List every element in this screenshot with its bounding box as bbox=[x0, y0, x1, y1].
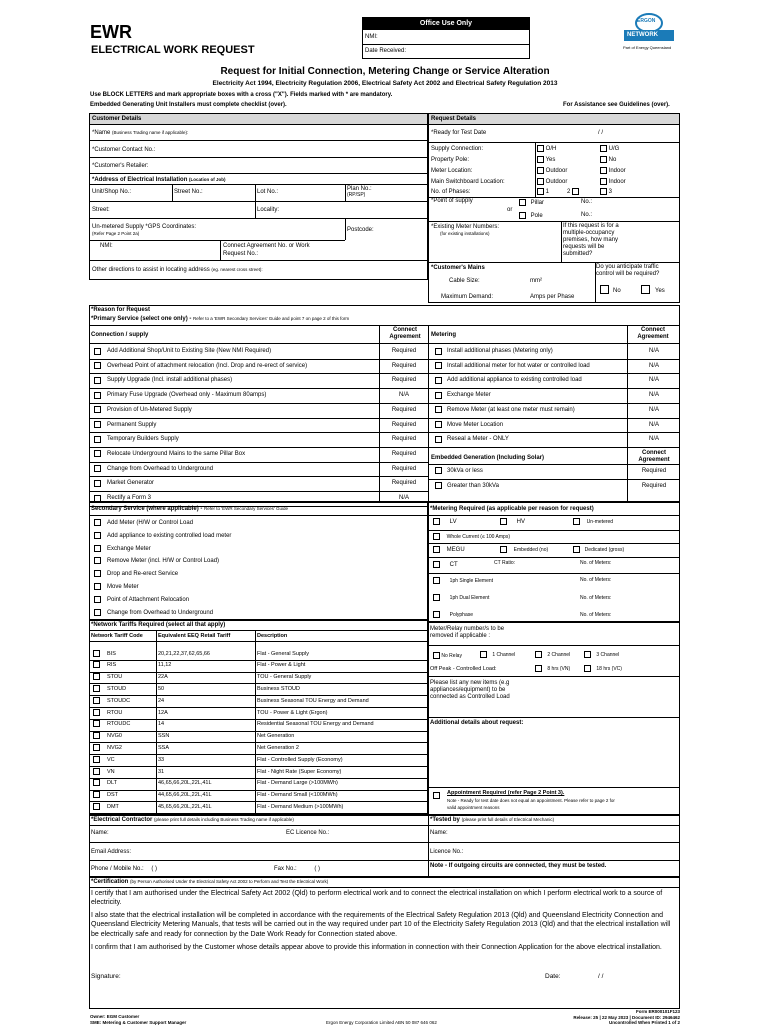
acts-line: Electricity Act 1994, Electricity Regulation 2006, Electrical Safety Act 2002 and Electrical Safety Regulation 2013 bbox=[212, 80, 558, 87]
tariff-description: TOU - General Supply bbox=[257, 674, 312, 681]
address-label: *Address of Electrical Installation (Location of Job) bbox=[92, 177, 226, 183]
primary-option-checkbox[interactable] bbox=[94, 465, 101, 472]
tester-name-field[interactable]: Name: bbox=[430, 830, 448, 836]
metering-option-label: Remove Meter (at least one meter must remain) bbox=[447, 406, 575, 413]
form-title: ELECTRICAL WORK REQUEST bbox=[91, 44, 255, 56]
primary-service-heading: *Primary Service (select one only) - Refer to a 'EWR Secondary Services' Guide and point 7 on page 2 of this form bbox=[91, 316, 350, 322]
dedicated-checkbox[interactable]: Dedicated (gross) bbox=[573, 546, 624, 554]
primary-option-checkbox[interactable] bbox=[94, 362, 101, 369]
tariff-eeq: 50 bbox=[158, 685, 165, 692]
secondary-option-checkbox[interactable] bbox=[94, 609, 101, 616]
channel-2-checkbox[interactable]: 2 Channel bbox=[535, 651, 570, 659]
retailer-field[interactable]: *Customer's Retailer: bbox=[92, 163, 149, 169]
tariff-eeq: 45,65,66,20L,22L,41L bbox=[158, 803, 212, 810]
metering-option-checkbox[interactable] bbox=[435, 436, 442, 443]
tariff-description: Business Seasonal TOU Energy and Demand bbox=[257, 697, 369, 704]
phone-field[interactable]: Phone / Mobile No.: ( ) bbox=[91, 866, 158, 872]
primary-option-label: Supply Upgrade (Incl. install additional phases) bbox=[107, 377, 233, 384]
tariff-eeq: 12A bbox=[158, 709, 168, 716]
signature-field[interactable]: Signature: bbox=[91, 973, 121, 980]
primary-option-label: Market Generator bbox=[107, 480, 155, 487]
tariff-code: BIS bbox=[107, 650, 116, 657]
tariff-eeq: 44,65,66,20L,22L,41L bbox=[158, 792, 212, 799]
secondary-option-checkbox[interactable] bbox=[94, 557, 101, 564]
primary-option-requirement: N/A bbox=[398, 392, 409, 399]
secondary-option-label: Drop and Re-erect Service bbox=[107, 571, 179, 578]
channel-3-checkbox[interactable]: 3 Channel bbox=[584, 651, 619, 659]
cert-paragraph-2: I also state that the electrical installation will be completed in accordance with the requirements of the Electrical Safety Regulation 2013 (Qld) and Queensland Electricity Connection and Queensland Electricity Metering Manuals, that tests will be carried out in the way required under part 10 of the Electricity Safety Regulation 2013 (Qld) and that the electrical installation will be electrically safe and ready for connection by the Date Work Ready for Connection stated above. bbox=[91, 912, 671, 938]
ready-test-date-field[interactable]: *Ready for Test Date bbox=[431, 130, 487, 136]
dual-element-checkbox[interactable]: 1ph Dual Element bbox=[433, 594, 489, 602]
lot-field[interactable]: Lot No.: bbox=[257, 189, 279, 195]
metering-option-label: Exchange Meter bbox=[447, 392, 491, 399]
tariff-description: Flat - Demand Large (>100MWh) bbox=[257, 780, 338, 787]
ct-checkbox[interactable]: CT bbox=[433, 561, 458, 569]
tariff-code: VN bbox=[107, 768, 115, 775]
tariff-checkbox[interactable] bbox=[93, 720, 100, 727]
postcode-field[interactable]: Postcode: bbox=[347, 227, 374, 233]
tariff-checkbox[interactable] bbox=[93, 744, 100, 751]
tester-licence-field[interactable]: Licence No.: bbox=[430, 849, 464, 855]
tariff-checkbox[interactable] bbox=[93, 661, 100, 668]
tariff-description: Net Generation bbox=[257, 733, 295, 740]
metering-option-checkbox[interactable] bbox=[435, 348, 442, 355]
tariff-description: Flat - Demand Small (<100MWh) bbox=[257, 792, 338, 799]
primary-option-requirement: Required bbox=[391, 465, 417, 472]
primary-option-requirement: Required bbox=[391, 480, 417, 487]
embedded-no-checkbox[interactable]: Embedded (no) bbox=[500, 546, 548, 554]
tariff-eeq: 20,21,22,37,62,65,66 bbox=[158, 650, 210, 657]
cable-size-field[interactable]: Cable Size: bbox=[449, 278, 480, 284]
tariff-checkbox[interactable] bbox=[93, 685, 100, 692]
primary-option-label: Primary Fuse Upgrade (Overhead only - Maximum 80amps) bbox=[107, 392, 267, 399]
request-details-heading: Request Details bbox=[429, 114, 679, 124]
primary-option-requirement: Required bbox=[391, 406, 417, 413]
phase-2-checkbox[interactable] bbox=[572, 188, 579, 195]
office-use-box bbox=[362, 17, 530, 59]
supply-ug-checkbox[interactable]: U/G bbox=[600, 145, 619, 153]
hv-checkbox[interactable]: HV bbox=[500, 518, 525, 526]
secondary-option-checkbox[interactable] bbox=[94, 545, 101, 552]
tariff-code: RIS bbox=[107, 662, 117, 669]
tariff-eeq: SSA bbox=[158, 744, 170, 751]
primary-option-label: Change from Overhead to Underground bbox=[107, 465, 214, 472]
metering-option-label: Move Meter Location bbox=[447, 421, 504, 428]
tariff-checkbox[interactable] bbox=[93, 779, 100, 786]
embedded-option-requirement: Required bbox=[641, 482, 667, 489]
tariff-eeq: 14 bbox=[158, 721, 165, 728]
metering-option-label: Install additional meter for hot water or controlled load bbox=[447, 362, 590, 369]
embedded-option-requirement: Required bbox=[641, 467, 667, 474]
tariff-checkbox[interactable] bbox=[93, 673, 100, 680]
tariff-code: STOU bbox=[107, 674, 123, 681]
tariff-eeq: 33 bbox=[158, 756, 165, 763]
instruction-2: Embedded Generating Unit Installers must complete checklist (over). bbox=[90, 102, 287, 108]
certification-heading: *Certification (by Person Authorised Under the Electrical Safety Act 2002 to Perform and Test the Electrical Work) bbox=[91, 879, 329, 885]
main-title: Request for Initial Connection, Metering Change or Service Alteration bbox=[220, 66, 550, 77]
embedded-heading: Embedded Generation (Including Solar) bbox=[431, 454, 545, 461]
meter-indoor-checkbox[interactable]: Indoor bbox=[600, 167, 626, 175]
embedded-col-header: Connect Agreement bbox=[638, 449, 670, 463]
single-element-checkbox[interactable]: 1ph Single Element bbox=[433, 577, 493, 585]
whole-current-checkbox[interactable]: Whole Current (≤ 100 Amps) bbox=[433, 533, 510, 541]
pillar-checkbox[interactable]: Pillar bbox=[519, 199, 544, 207]
unmetered-checkbox[interactable]: Un-metered bbox=[573, 518, 613, 526]
cert-paragraph-1: I certify that I am authorised under the Electrical Safety Act 2002 (Qld) to perform electrical work and to connect the electrical installation on which I perform electrical work to a source of electricity. bbox=[91, 890, 663, 907]
tariff-code: RTOU bbox=[107, 709, 123, 716]
tariff-description: Flat - Power & Light bbox=[257, 662, 306, 669]
tariff-description: Flat - Night Rate (Super Economy) bbox=[257, 768, 342, 775]
phase-2-label: 2 bbox=[567, 188, 579, 196]
pole-no-field[interactable]: No.: bbox=[581, 212, 593, 218]
tested-heading: *Tested by (please print full details of Electrical Mechanic) bbox=[430, 817, 555, 823]
street-field[interactable]: Street: bbox=[92, 207, 110, 213]
tariff-eeq: 11,12 bbox=[158, 662, 172, 669]
embedded-option-checkbox[interactable] bbox=[435, 467, 442, 474]
no-relay-checkbox[interactable]: No Relay bbox=[433, 652, 462, 660]
unit-field[interactable]: Unit/Shop No.: bbox=[92, 189, 132, 195]
appointment-checkbox[interactable] bbox=[433, 792, 440, 800]
primary-option-checkbox[interactable] bbox=[94, 450, 101, 457]
secondary-heading: Secondary Service (where applicable) - Refer to 'EWR Secondary Services' Guide bbox=[91, 506, 289, 512]
existing-meter-field[interactable]: *Existing Meter Numbers: bbox=[431, 224, 500, 230]
cert-paragraph-3: I confirm that I am authorised by the Customer whose details appear above to provide this information in connection with their Connection Application for the above electrical installation. bbox=[91, 944, 662, 951]
tariff-description: Residential Seasonal TOU Energy and Demand bbox=[257, 721, 374, 728]
secondary-option-checkbox[interactable] bbox=[94, 570, 101, 577]
nmi-office-field[interactable]: NMI: bbox=[363, 30, 529, 45]
secondary-option-label: Point of Attachment Relocation bbox=[107, 596, 190, 603]
gps-field[interactable]: Un-metered Supply *GPS Coordinates: bbox=[92, 224, 197, 230]
embedded-option-label: Greater than 30kVa bbox=[447, 482, 499, 489]
metering-option-requirement: N/A bbox=[648, 348, 659, 354]
tariff-description: Flat - Demand Medium (>100MWh) bbox=[257, 803, 344, 810]
primary-option-requirement: Required bbox=[391, 377, 417, 384]
tariff-description: Business STOUD bbox=[257, 685, 300, 692]
pole-yes-checkbox[interactable]: Yes bbox=[537, 156, 555, 164]
pole-checkbox[interactable]: Pole bbox=[519, 212, 543, 220]
connect-agreement-field[interactable]: Connect Agreement No. or Work bbox=[223, 243, 310, 249]
switchboard-outdoor-checkbox[interactable]: Outdoor bbox=[537, 178, 567, 186]
primary-option-label: Permanent Supply bbox=[107, 421, 157, 428]
metering-option-requirement: N/A bbox=[648, 377, 659, 384]
secondary-option-label: Move Meter bbox=[107, 584, 139, 590]
directions-field[interactable]: Other directions to assist in locating address (eg. nearest cross street): bbox=[92, 267, 263, 273]
street-no-field[interactable]: Street No.: bbox=[174, 189, 203, 195]
tariff-description: Flat - Controlled Supply (Economy) bbox=[257, 756, 343, 763]
tariff-code: DLT bbox=[107, 780, 117, 787]
primary-option-requirement: Required bbox=[391, 348, 417, 354]
primary-option-checkbox[interactable] bbox=[94, 421, 101, 428]
form-code: EWR bbox=[90, 22, 132, 42]
traffic-yes-checkbox[interactable] bbox=[641, 285, 650, 294]
tariff-code: NVG0 bbox=[107, 733, 122, 740]
primary-option-requirement: Required bbox=[391, 436, 417, 443]
nmi-field[interactable]: NMI: bbox=[100, 243, 113, 249]
metering-option-requirement: N/A bbox=[648, 362, 659, 369]
controlled-load-field[interactable]: connected as Controlled Load bbox=[430, 694, 510, 700]
traffic-no-checkbox[interactable] bbox=[600, 285, 609, 294]
metering-option-label: Reseal a Meter - ONLY bbox=[447, 436, 509, 443]
secondary-option-checkbox[interactable] bbox=[94, 532, 101, 539]
secondary-option-checkbox[interactable] bbox=[94, 583, 101, 590]
relay-removed-field[interactable]: removed if applicable : bbox=[430, 633, 491, 639]
plan-field[interactable]: Plan No.: bbox=[347, 186, 372, 192]
primary-option-label: Relocate Underground Mains to the same Pillar Box bbox=[107, 450, 246, 457]
secondary-option-label: Exchange Meter bbox=[107, 545, 151, 552]
tariff-description: TOU - Power & Light (Ergon) bbox=[257, 709, 328, 716]
tariff-eeq: 24 bbox=[158, 697, 165, 704]
instruction-1: Use BLOCK LETTERS and mark appropriate boxes with a cross ("X"). Fields marked with * are mandatory. bbox=[90, 92, 393, 98]
customer-details-heading: Customer Details bbox=[90, 114, 427, 124]
secondary-option-checkbox[interactable] bbox=[94, 596, 101, 603]
primary-option-checkbox[interactable] bbox=[94, 436, 101, 443]
office-use-label: Office Use Only bbox=[363, 18, 529, 30]
secondary-option-label: Change from Overhead to Underground bbox=[107, 609, 214, 616]
contractor-name-field[interactable]: Name: bbox=[91, 830, 109, 836]
max-demand-field[interactable]: Maximum Demand: bbox=[441, 294, 494, 300]
lv-checkbox[interactable]: LV bbox=[433, 518, 457, 526]
tariff-code: VC bbox=[107, 756, 115, 763]
tariff-code: DST bbox=[107, 792, 118, 799]
tariff-checkbox[interactable] bbox=[93, 803, 100, 810]
primary-option-label: Overhead Point of attachment relocation (Incl. Drop and re-erect of service) bbox=[107, 362, 308, 369]
fax-field[interactable]: Fax No.: ( ) bbox=[274, 866, 321, 872]
metering-option-requirement: N/A bbox=[648, 436, 659, 443]
tariff-checkbox[interactable] bbox=[93, 697, 100, 704]
contact-field[interactable]: *Customer Contact No.: bbox=[92, 147, 156, 153]
tariff-eeq: 31 bbox=[158, 768, 165, 775]
embedded-option-checkbox[interactable] bbox=[435, 482, 442, 489]
metering-option-requirement: N/A bbox=[648, 392, 659, 399]
tariff-eeq: SSN bbox=[158, 733, 170, 740]
phase-3-checkbox[interactable]: 3 bbox=[600, 188, 612, 196]
primary-option-label: Temporary Builders Supply bbox=[107, 436, 179, 443]
metering-option-checkbox[interactable] bbox=[435, 377, 442, 384]
primary-option-checkbox[interactable] bbox=[94, 406, 101, 413]
hrs-8-checkbox[interactable]: 8 hrs (VN) bbox=[535, 665, 570, 673]
primary-option-checkbox[interactable] bbox=[94, 348, 101, 355]
metering-required-section bbox=[428, 502, 680, 622]
secondary-option-label: Add appliance to existing controlled load meter bbox=[107, 532, 232, 539]
tariff-code: RTOUDC bbox=[107, 721, 131, 728]
primary-option-checkbox[interactable] bbox=[94, 377, 101, 384]
primary-option-label: Rectify a Form 3 bbox=[107, 495, 152, 501]
metering-option-requirement: N/A bbox=[648, 421, 659, 428]
primary-option-requirement: N/A bbox=[398, 495, 409, 501]
primary-option-requirement: Required bbox=[391, 450, 417, 457]
metering-option-requirement: N/A bbox=[648, 406, 659, 413]
tariff-checkbox[interactable] bbox=[93, 756, 100, 763]
supply-oh-checkbox[interactable]: O/H bbox=[537, 145, 556, 153]
primary-option-checkbox[interactable] bbox=[94, 392, 101, 399]
hrs-18-checkbox[interactable]: 18 hrs (VC) bbox=[584, 665, 622, 673]
ec-licence-field[interactable]: EC Licence No.: bbox=[286, 830, 330, 836]
primary-option-label: Provision of Un-Metered Supply bbox=[107, 406, 192, 413]
tariff-checkbox[interactable] bbox=[93, 768, 100, 775]
tariff-code: STOUDC bbox=[107, 697, 131, 704]
name-field[interactable]: *Name (Business Trading name if applicable): bbox=[92, 130, 189, 136]
metering-option-label: Add additional appliance to existing controlled load bbox=[447, 377, 582, 384]
tariff-description: Flat - General Supply bbox=[257, 650, 309, 657]
customer-details-section bbox=[89, 113, 428, 280]
tariff-code: DMT bbox=[107, 803, 119, 810]
meter-outdoor-checkbox[interactable]: Outdoor bbox=[537, 167, 567, 175]
primary-option-requirement: Required bbox=[391, 421, 417, 428]
metering-option-checkbox[interactable] bbox=[435, 362, 442, 369]
embedded-option-label: 30kVa or less bbox=[447, 467, 483, 474]
locality-field[interactable]: Locality: bbox=[257, 207, 280, 213]
metering-option-checkbox[interactable] bbox=[435, 421, 442, 428]
email-field[interactable]: Email Address: bbox=[91, 849, 132, 855]
ct-ratio-field[interactable]: CT Ratio: bbox=[494, 560, 516, 566]
pole-no-checkbox[interactable]: No bbox=[600, 156, 616, 164]
tariff-code: STOUD bbox=[107, 685, 127, 692]
pillar-no-field[interactable]: No.: bbox=[581, 199, 593, 205]
tariff-checkbox[interactable] bbox=[93, 650, 100, 657]
megu-checkbox[interactable]: MEGU bbox=[433, 546, 465, 554]
tariff-description: Net Generation 2 bbox=[257, 744, 299, 751]
tariff-checkbox[interactable] bbox=[93, 709, 100, 716]
ergon-network-logo: ERGON NETWORK Part of Energy Queensland bbox=[623, 10, 675, 55]
secondary-option-checkbox[interactable] bbox=[94, 519, 101, 526]
metering-option-checkbox[interactable] bbox=[435, 392, 442, 399]
phase-1-checkbox[interactable]: 1 bbox=[537, 188, 549, 196]
metering-option-checkbox[interactable] bbox=[435, 406, 442, 413]
additional-details-field[interactable]: Additional details about request: bbox=[430, 720, 524, 726]
primary-option-checkbox[interactable] bbox=[94, 495, 101, 502]
tariff-checkbox[interactable] bbox=[93, 732, 100, 739]
contractor-heading: *Electrical Contractor (please print full details including Business Trading name if applicable) bbox=[91, 817, 294, 823]
primary-option-label: Add Additional Shop/Unit to Existing Site (New NMI Required) bbox=[107, 348, 272, 354]
polyphase-checkbox[interactable]: Polyphase bbox=[433, 611, 473, 619]
tariff-eeq: 22A bbox=[158, 674, 168, 681]
switchboard-indoor-checkbox[interactable]: Indoor bbox=[600, 178, 626, 186]
tariff-code: NVG2 bbox=[107, 744, 122, 751]
secondary-option-label: Remove Meter (incl. H/W or Control Load) bbox=[107, 558, 220, 565]
tariff-checkbox[interactable] bbox=[93, 791, 100, 798]
primary-option-requirement: Required bbox=[391, 362, 417, 369]
primary-option-checkbox[interactable] bbox=[94, 480, 101, 487]
channel-1-checkbox[interactable]: 1 Channel bbox=[480, 651, 515, 659]
secondary-option-label: Add Meter (H/W or Control Load bbox=[107, 520, 194, 526]
tariff-eeq: 46,65,66,20L,22L,41L bbox=[158, 780, 212, 787]
date-received-field[interactable]: Date Received: bbox=[365, 48, 407, 54]
assistance-note: For Assistance see Guidelines (over). bbox=[563, 102, 670, 108]
cert-date-field[interactable]: Date: bbox=[545, 973, 561, 980]
metering-option-label: Install additional phases (Metering only) bbox=[447, 348, 553, 354]
